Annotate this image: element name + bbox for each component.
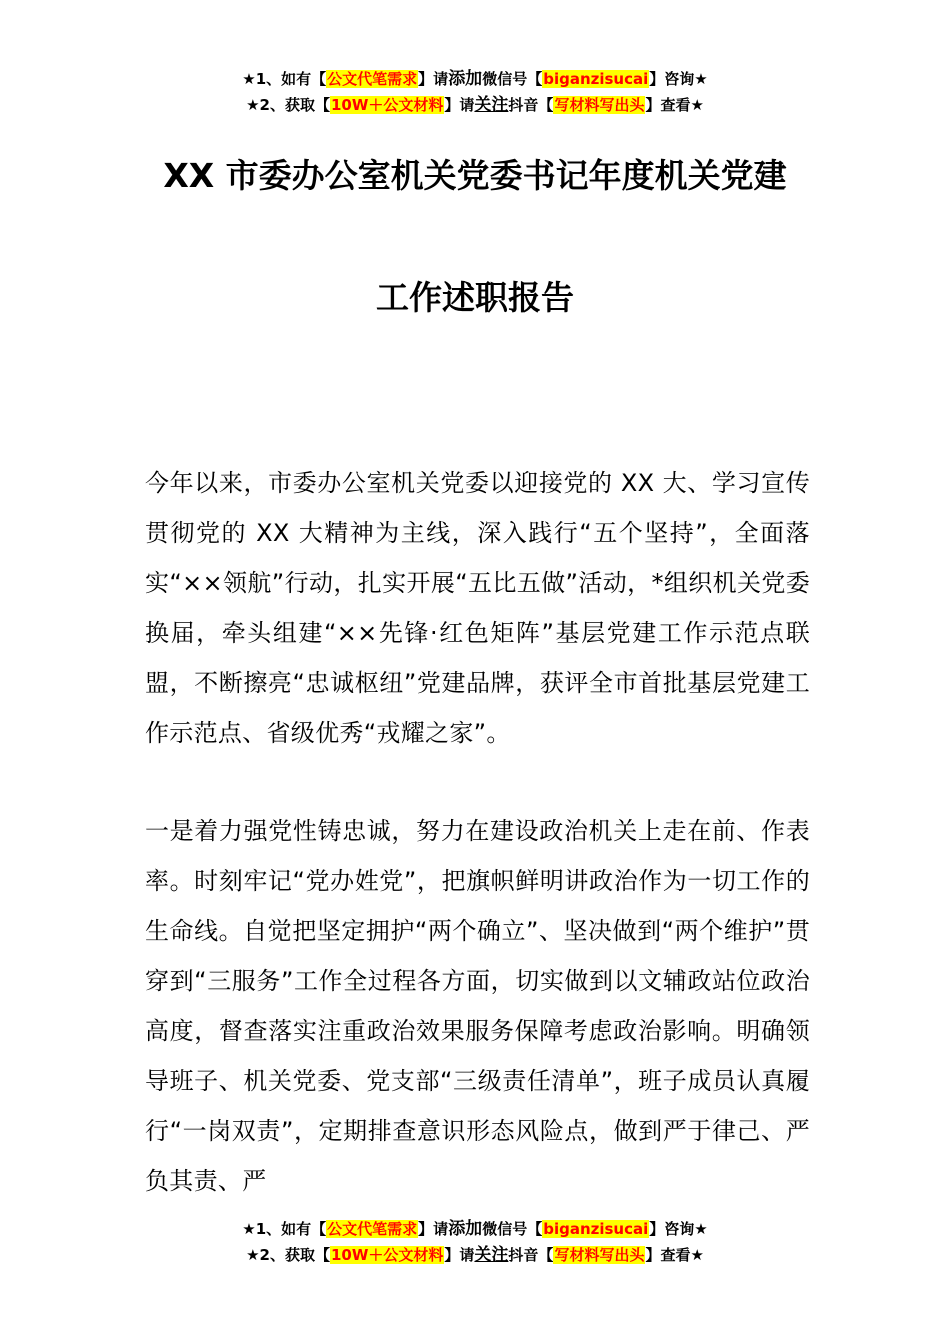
- footer-highlight-materials: 10W＋公文材料: [330, 1246, 444, 1264]
- document-title-line-2: 工作述职报告: [376, 278, 574, 317]
- paragraph-point-one: 一是着力强党性铸忠诚，努力在建设政治机关上走在前、作表率。时刻牢记“党办姓党”，把旗帜鲜明讲政治作为一切工作的生命线。自觉把坚定拥护“两个确立”、坚决做到“两个维护”贯穿到“三服务”工作全过程各方面，切实做到以文辅政站位政治高度，督查落实注重政治效果服务保障考虑政治影响。明确领导班子、机关党委、党支部“三级责任清单”，班子成员认真履行“一岗双责”，定期排查意识形态风险点，做到严于律己、严负其责、严: [145, 817, 810, 1195]
- footer-banner: [0, 1216, 950, 1268]
- banner-line-1: ★1、如有【公文代笔需求】请添加微信号【biganzisucai】咨询★: [242, 69, 708, 89]
- highlight-service: 公文代笔需求: [327, 70, 418, 88]
- banner-line-2: ★2、获取【10W＋公文材料】请关注抖音【写材料写出头】查看★: [246, 95, 704, 115]
- highlight-wechat-id: biganzisucai: [543, 70, 649, 88]
- document-title-line-1: XX 市委办公室机关党委书记年度机关党建: [163, 156, 787, 195]
- footer-highlight-service: 公文代笔需求: [327, 1220, 418, 1238]
- paragraph-intro: 今年以来，市委办公室机关党委以迎接党的 XX 大、学习宣传贯彻党的 XX 大精神为主线，深入践行“五个坚持”，全面落实“××领航”行动，扎实开展“五比五做”活动，*组织机关党委换届，牵头组建“××先锋·红色矩阵”基层党建工作示范点联盟，不断擦亮“忠诚枢纽”党建品牌，获评全市首批基层党建工作示范点、省级优秀“戎耀之家”。: [145, 469, 810, 747]
- footer-highlight-wechat-id: biganzisucai: [543, 1220, 649, 1238]
- footer-highlight-douyin-account: 写材料写出头: [554, 1246, 645, 1264]
- header-banner: [0, 66, 950, 118]
- highlight-douyin-account: 写材料写出头: [554, 96, 645, 114]
- highlight-materials: 10W＋公文材料: [330, 96, 444, 114]
- footer-banner-line-2: ★2、获取【10W＋公文材料】请关注抖音【写材料写出头】查看★: [246, 1245, 704, 1265]
- footer-banner-line-1: ★1、如有【公文代笔需求】请添加微信号【biganzisucai】咨询★: [242, 1219, 708, 1239]
